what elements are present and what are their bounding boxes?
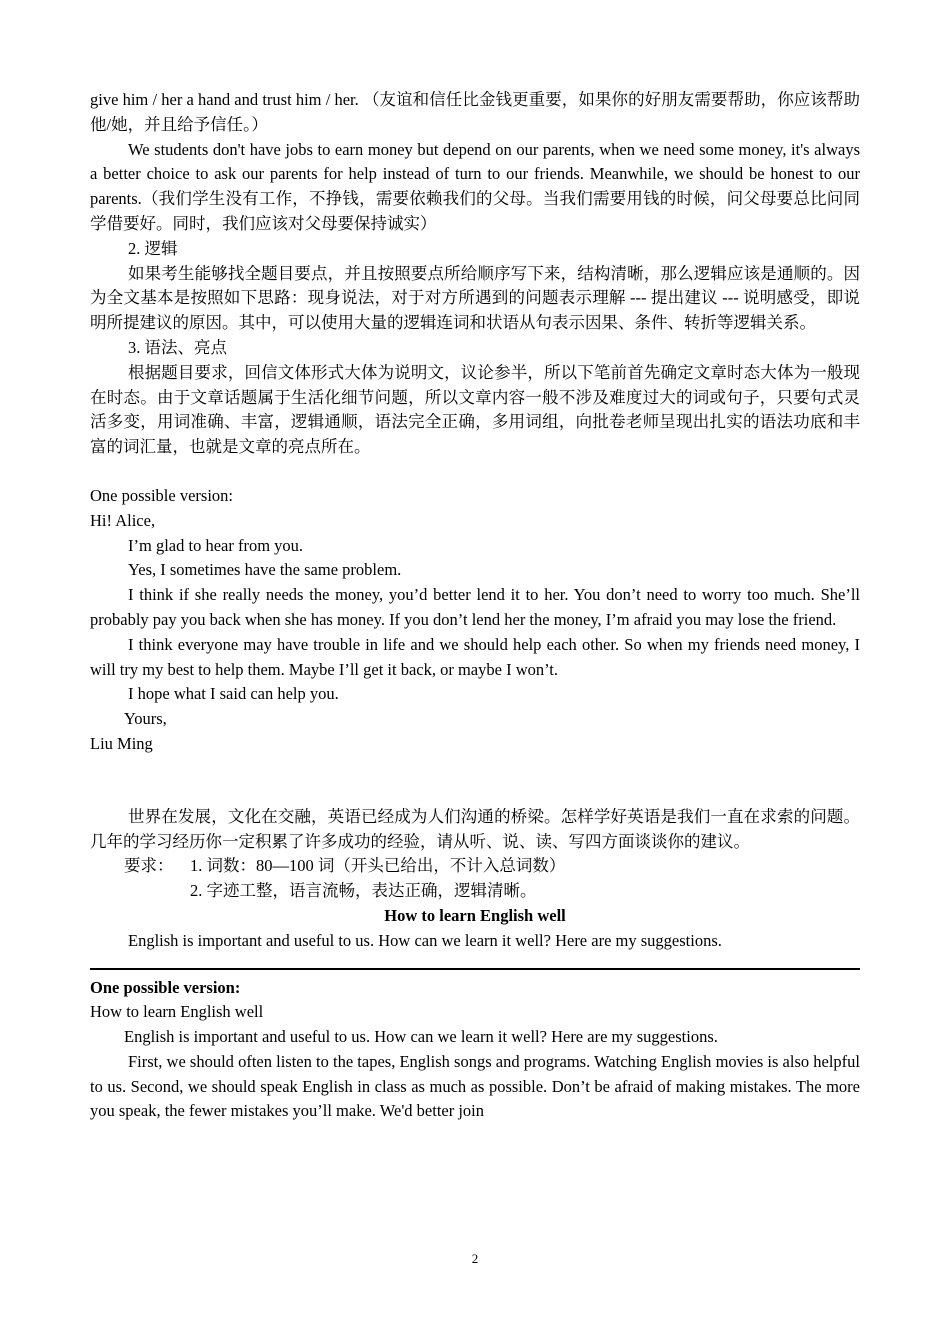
letter-closing: Yours, (124, 709, 167, 729)
requirement-row (90, 854, 860, 879)
document-page (90, 88, 860, 1124)
students-paragraph: We students don't have jobs to earn money but depend on our parents, when we need some money, it's always a better choice to ask our parents for help instead of turn to our friends. Meanwhile, we should be honest to our parents.（我们学生没有工作，不挣钱，需要依赖我们的父母。当我们需要用钱的时候，问父母要总比问同学借要好。同时，我们应该对父母要保持诚实） (90, 139, 860, 233)
requirement-label: 要求： (124, 856, 174, 876)
letter-version-label: One possible version: (90, 485, 233, 505)
task-prompt: 世界在发展，文化在交融，英语已经成为人们沟通的桥梁。怎样学好英语是我们一直在求索的问题。几年的学习经历你一定积累了许多成功的经验，请从听、说、读、写四方面谈谈你的建议。 (90, 806, 860, 851)
answer-paragraph: English is important and useful to us. How can we learn it well? Here are my suggestions. (124, 1027, 718, 1047)
answer-version-label: One possible version: (90, 977, 241, 997)
answer-title: How to learn English well (90, 1002, 264, 1022)
letter-paragraph: I think everyone may have trouble in life and we should help each other. So when my friends need money, I will try my best to help them. Maybe I’ll get it back, or maybe I won’t. (90, 634, 860, 679)
grammar-paragraph: 根据题目要求，回信文体形式大体为说明文，议论参半，所以下笔前首先确定文章时态大体为一般现在时态。由于文章话题属于生活化细节问题，所以文章内容一般不涉及难度过大的词或句子，只要句式灵活多变，用词准确、丰富，逻辑通顺，语法完全正确，多用词组，向批卷老师呈现出扎实的语法功底和丰富的词汇量，也就是文章的亮点所在。 (90, 362, 860, 457)
continued-paragraph: give him / her a hand and trust him / her. （友谊和信任比金钱更重要，如果你的好朋友需要帮助，你应该帮助他/她，并且给予信任。） (90, 90, 860, 134)
answer-paragraph: First, we should often listen to the tapes, English songs and programs. Watching English movies is also helpful to us. Second, we should speak English in class as much as possible. Don’t be afraid of making mistakes. The more you speak, the fewer mistakes you’ll make. We'd better join (90, 1051, 860, 1121)
letter-greeting: Hi! Alice, (90, 510, 156, 530)
essay-title: How to learn English well (384, 905, 566, 925)
spacer (90, 757, 860, 805)
divider (90, 968, 860, 970)
requirement-item: 1. 词数：80—100 词（开头已给出，不计入总词数） (190, 856, 566, 876)
letter-paragraph: I’m glad to hear from you. (128, 535, 304, 555)
letter-paragraph: I hope what I said can help you. (128, 684, 339, 704)
letter-paragraph: Yes, I sometimes have the same problem. (128, 560, 402, 580)
letter-paragraph: I think if she really needs the money, you’d better lend it to her. You don’t need to worry too much. She’ll probably pay you back when she has money. If you don’t lend her the money, I’m afraid you may lose the friend. (90, 585, 860, 629)
page-number: 2 (471, 1251, 479, 1266)
letter-signature: Liu Ming (90, 733, 153, 753)
heading-grammar: 3. 语法、亮点 (128, 337, 227, 357)
spacer (90, 460, 860, 484)
heading-logic: 2. 逻辑 (128, 238, 178, 258)
logic-paragraph: 如果考生能够找全题目要点，并且按照要点所给顺序写下来，结构清晰，那么逻辑应该是通顺的。因为全文基本是按照如下思路：现身说法，对于对方所遇到的问题表示理解 --- 提出建议 --- 说明感受，即说明所提建议的原因。其中，可以使用大量的逻辑连词和状语从句表示因果、条件、转折等逻辑关系。 (90, 263, 860, 333)
essay-opening: English is important and useful to us. How can we learn it well? Here are my suggestions. (128, 930, 722, 950)
requirement-item: 2. 字迹工整，语言流畅，表达正确，逻辑清晰。 (190, 881, 537, 901)
